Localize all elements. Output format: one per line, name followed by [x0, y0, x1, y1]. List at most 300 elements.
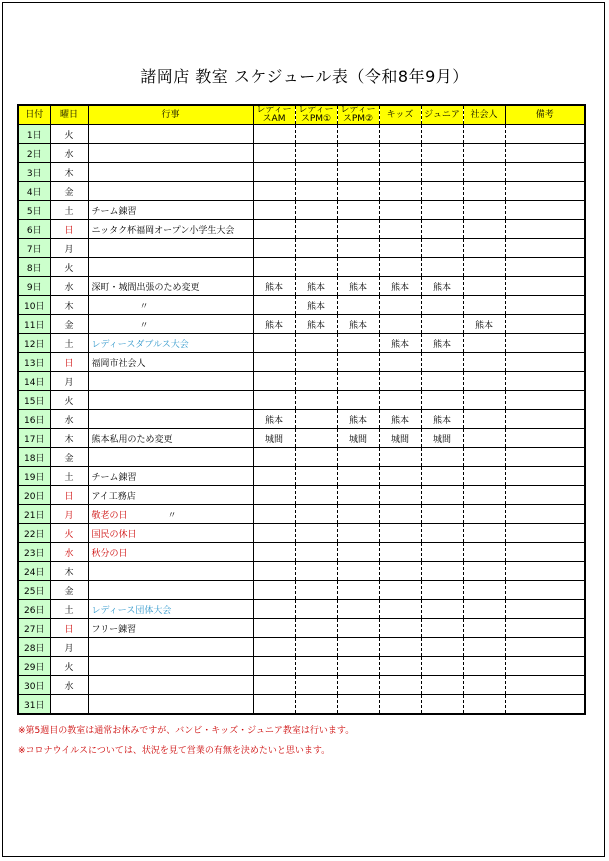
remarks-cell: [505, 258, 585, 277]
remarks-cell: [505, 182, 585, 201]
weekday-cell: 日: [50, 486, 88, 505]
ladies-pm2-cell: [337, 657, 379, 676]
event-cell: [88, 144, 253, 163]
ladies-pm2-cell: 熊本: [337, 277, 379, 296]
weekday-cell: 火: [50, 125, 88, 144]
table-row: [18, 372, 585, 391]
kids-cell: [379, 391, 421, 410]
date-cell: 13日: [18, 353, 50, 372]
ladies-pm1-cell: [295, 239, 337, 258]
kids-cell: [379, 125, 421, 144]
ladies-pm2-cell: [337, 505, 379, 524]
ladies-am-cell: [253, 163, 295, 182]
ladies-pm2-cell: 熊本: [337, 315, 379, 334]
table-row: [18, 543, 585, 562]
ladies-pm2-cell: [337, 600, 379, 619]
kids-cell: [379, 486, 421, 505]
weekday-cell: 火: [50, 524, 88, 543]
ladies-pm2-cell: [337, 201, 379, 220]
junior-cell: [421, 391, 463, 410]
ladies-am-cell: [253, 695, 295, 715]
ladies-pm1-cell: [295, 429, 337, 448]
junior-cell: [421, 239, 463, 258]
header-ladies-pm2: レディー スPM②: [337, 105, 379, 125]
ladies-pm2-cell: 城間: [337, 429, 379, 448]
date-cell: 7日: [18, 239, 50, 258]
kids-cell: [379, 372, 421, 391]
ladies-pm1-cell: [295, 505, 337, 524]
event-cell: [88, 315, 253, 334]
event-cell: [88, 239, 253, 258]
ladies-pm1-cell: [295, 182, 337, 201]
event-text: 国民の休日: [91, 529, 137, 540]
remarks-cell: [505, 353, 585, 372]
event-text: レディース団体大会: [91, 605, 172, 616]
kids-cell: [379, 296, 421, 315]
adult-cell: [463, 619, 505, 638]
junior-cell: [421, 353, 463, 372]
junior-cell: [421, 657, 463, 676]
remarks-cell: [505, 448, 585, 467]
junior-cell: 熊本: [421, 277, 463, 296]
junior-cell: [421, 144, 463, 163]
adult-cell: [463, 296, 505, 315]
adult-cell: [463, 334, 505, 353]
event-cell: [88, 467, 253, 486]
junior-cell: [421, 258, 463, 277]
date-cell: 25日: [18, 581, 50, 600]
kids-cell: 城間: [379, 429, 421, 448]
table-row: [18, 239, 585, 258]
header-ladies-am: レディー スAM: [253, 105, 295, 125]
remarks-cell: [505, 163, 585, 182]
event-text: 秋分の日: [91, 548, 128, 559]
junior-cell: [421, 695, 463, 715]
ladies-pm2-cell: [337, 562, 379, 581]
ladies-pm2-cell: [337, 353, 379, 372]
adult-cell: [463, 676, 505, 695]
ladies-pm1-cell: [295, 600, 337, 619]
remarks-cell: [505, 619, 585, 638]
remarks-cell: [505, 486, 585, 505]
junior-cell: 城間: [421, 429, 463, 448]
ladies-am-cell: [253, 638, 295, 657]
junior-cell: [421, 543, 463, 562]
ladies-am-cell: [253, 125, 295, 144]
adult-cell: [463, 277, 505, 296]
weekday-cell: 月: [50, 505, 88, 524]
event-cell: [88, 429, 253, 448]
event-text: アイ工務店: [91, 491, 136, 502]
weekday-cell: 木: [50, 429, 88, 448]
adult-cell: [463, 258, 505, 277]
junior-cell: [421, 467, 463, 486]
weekday-cell: 火: [50, 258, 88, 277]
ladies-am-cell: [253, 657, 295, 676]
weekday-cell: 土: [50, 201, 88, 220]
event-text: チーム錬習: [91, 206, 137, 217]
kids-cell: [379, 467, 421, 486]
event-cell: [88, 125, 253, 144]
table-row: [18, 676, 585, 695]
kids-cell: [379, 505, 421, 524]
adult-cell: [463, 144, 505, 163]
date-cell: 18日: [18, 448, 50, 467]
ladies-am-cell: [253, 581, 295, 600]
ladies-pm1-cell: [295, 144, 337, 163]
ladies-pm2-cell: [337, 144, 379, 163]
table-row: [18, 486, 585, 505]
event-text: 深町・城間出張のため変更: [91, 282, 200, 293]
kids-cell: [379, 448, 421, 467]
adult-cell: [463, 657, 505, 676]
event-cell: [88, 657, 253, 676]
ladies-pm1-cell: [295, 125, 337, 144]
event-cell: [88, 220, 253, 239]
ladies-am-cell: 熊本: [253, 315, 295, 334]
ladies-pm2-cell: [337, 258, 379, 277]
adult-cell: [463, 125, 505, 144]
table-row: [18, 695, 585, 715]
header-kids: キッズ: [379, 105, 421, 125]
header-date: 日付: [18, 105, 50, 125]
remarks-cell: [505, 524, 585, 543]
junior-cell: [421, 296, 463, 315]
event-cell: [88, 258, 253, 277]
date-cell: 8日: [18, 258, 50, 277]
table-row: [18, 638, 585, 657]
junior-cell: [421, 638, 463, 657]
weekday-cell: 日: [50, 353, 88, 372]
table-header-row: [18, 105, 585, 125]
remarks-cell: [505, 391, 585, 410]
ladies-am-cell: 城間: [253, 429, 295, 448]
ladies-am-cell: [253, 258, 295, 277]
weekday-cell: 金: [50, 581, 88, 600]
table-row: [18, 448, 585, 467]
ladies-am-cell: [253, 676, 295, 695]
adult-cell: [463, 638, 505, 657]
ladies-pm1-cell: [295, 581, 337, 600]
date-cell: 30日: [18, 676, 50, 695]
junior-cell: [421, 182, 463, 201]
event-cell: [88, 676, 253, 695]
event-cell: [88, 638, 253, 657]
date-cell: 3日: [18, 163, 50, 182]
remarks-cell: [505, 125, 585, 144]
kids-cell: [379, 581, 421, 600]
ladies-pm2-cell: [337, 391, 379, 410]
ladies-pm2-cell: [337, 581, 379, 600]
remarks-cell: [505, 657, 585, 676]
ladies-pm1-cell: [295, 220, 337, 239]
event-text: 熊本私用のため変更: [91, 434, 173, 445]
ladies-am-cell: [253, 600, 295, 619]
ladies-pm1-cell: 熊本: [295, 315, 337, 334]
remarks-cell: [505, 676, 585, 695]
date-cell: 29日: [18, 657, 50, 676]
table-row: [18, 182, 585, 201]
event-cell: [88, 277, 253, 296]
weekday-cell: 水: [50, 676, 88, 695]
junior-cell: [421, 600, 463, 619]
ladies-am-cell: [253, 543, 295, 562]
table-row: [18, 296, 585, 315]
ladies-pm1-cell: [295, 543, 337, 562]
date-cell: 21日: [18, 505, 50, 524]
ladies-pm1-cell: [295, 372, 337, 391]
remarks-cell: [505, 562, 585, 581]
ladies-pm1-cell: [295, 619, 337, 638]
junior-cell: 熊本: [421, 410, 463, 429]
ladies-pm2-cell: [337, 638, 379, 657]
ladies-am-cell: [253, 353, 295, 372]
junior-cell: [421, 505, 463, 524]
weekday-cell: 月: [50, 372, 88, 391]
kids-cell: [379, 182, 421, 201]
remarks-cell: [505, 543, 585, 562]
junior-cell: 熊本: [421, 334, 463, 353]
event-cell: [88, 505, 253, 524]
event-cell: [88, 600, 253, 619]
junior-cell: [421, 448, 463, 467]
table-row: [18, 657, 585, 676]
ladies-pm2-cell: [337, 448, 379, 467]
remarks-cell: [505, 277, 585, 296]
kids-cell: [379, 239, 421, 258]
remarks-cell: [505, 372, 585, 391]
weekday-cell: 水: [50, 144, 88, 163]
kids-cell: [379, 524, 421, 543]
table-row: [18, 201, 585, 220]
junior-cell: [421, 372, 463, 391]
kids-cell: [379, 676, 421, 695]
adult-cell: [463, 448, 505, 467]
ladies-pm2-cell: [337, 467, 379, 486]
junior-cell: [421, 125, 463, 144]
weekday-cell: [50, 695, 88, 715]
ladies-am-cell: [253, 372, 295, 391]
event-cell: [88, 182, 253, 201]
ladies-am-cell: [253, 334, 295, 353]
event-cell: [88, 353, 253, 372]
remarks-cell: [505, 505, 585, 524]
ladies-am-cell: [253, 144, 295, 163]
ladies-am-cell: 熊本: [253, 410, 295, 429]
weekday-cell: 火: [50, 657, 88, 676]
weekday-cell: 水: [50, 277, 88, 296]
weekday-cell: 木: [50, 163, 88, 182]
ladies-am-cell: 熊本: [253, 277, 295, 296]
event-cell: [88, 581, 253, 600]
table-row: [18, 562, 585, 581]
event-cell: [88, 163, 253, 182]
event-cell: [88, 334, 253, 353]
header-day: 曜日: [50, 105, 88, 125]
ladies-pm2-cell: [337, 543, 379, 562]
ladies-pm2-cell: [337, 334, 379, 353]
date-cell: 1日: [18, 125, 50, 144]
remarks-cell: [505, 695, 585, 715]
remarks-cell: [505, 638, 585, 657]
junior-cell: [421, 315, 463, 334]
date-cell: 12日: [18, 334, 50, 353]
date-cell: 26日: [18, 600, 50, 619]
ladies-pm1-cell: 熊本: [295, 296, 337, 315]
remarks-cell: [505, 315, 585, 334]
date-cell: 24日: [18, 562, 50, 581]
event-cell: [88, 619, 253, 638]
event-cell: [88, 543, 253, 562]
table-row: [18, 391, 585, 410]
weekday-cell: 木: [50, 296, 88, 315]
event-text: レディースダブルス大会: [91, 339, 189, 350]
kids-cell: [379, 543, 421, 562]
table-row: [18, 220, 585, 239]
kids-cell: [379, 258, 421, 277]
remarks-cell: [505, 144, 585, 163]
event-text: フリー錬習: [91, 624, 137, 635]
remarks-cell: [505, 334, 585, 353]
event-text: 敬老の日: [91, 510, 128, 521]
event-cell: [88, 391, 253, 410]
adult-cell: [463, 201, 505, 220]
adult-cell: [463, 429, 505, 448]
ladies-pm1-cell: 熊本: [295, 277, 337, 296]
remarks-cell: [505, 410, 585, 429]
kids-cell: [379, 695, 421, 715]
adult-cell: [463, 410, 505, 429]
junior-cell: [421, 581, 463, 600]
date-cell: 9日: [18, 277, 50, 296]
header-adult: 社会人: [463, 105, 505, 125]
event-cell: [88, 695, 253, 715]
ladies-pm2-cell: [337, 676, 379, 695]
ladies-am-cell: [253, 182, 295, 201]
table-row: [18, 334, 585, 353]
adult-cell: [463, 543, 505, 562]
kids-cell: 熊本: [379, 334, 421, 353]
table-row: [18, 619, 585, 638]
date-cell: 31日: [18, 695, 50, 715]
date-cell: 28日: [18, 638, 50, 657]
ladies-pm1-cell: [295, 695, 337, 715]
ladies-am-cell: [253, 239, 295, 258]
adult-cell: [463, 562, 505, 581]
header-event: 行事: [88, 105, 253, 125]
event-cell: [88, 296, 253, 315]
table-row: [18, 410, 585, 429]
junior-cell: [421, 486, 463, 505]
table-row: [18, 505, 585, 524]
kids-cell: 熊本: [379, 277, 421, 296]
remarks-cell: [505, 429, 585, 448]
ladies-pm2-cell: 熊本: [337, 410, 379, 429]
ladies-pm1-cell: [295, 353, 337, 372]
kids-cell: [379, 600, 421, 619]
weekday-cell: 土: [50, 600, 88, 619]
date-cell: 17日: [18, 429, 50, 448]
event-cell: [88, 410, 253, 429]
ladies-pm2-cell: [337, 220, 379, 239]
weekday-cell: 木: [50, 562, 88, 581]
junior-cell: [421, 619, 463, 638]
remarks-cell: [505, 296, 585, 315]
kids-cell: 熊本: [379, 410, 421, 429]
weekday-cell: 水: [50, 543, 88, 562]
date-cell: 6日: [18, 220, 50, 239]
event-cell: [88, 486, 253, 505]
event-cell: [88, 201, 253, 220]
table-row: [18, 353, 585, 372]
remarks-cell: [505, 239, 585, 258]
event-text: 〃: [139, 320, 149, 331]
table-row: [18, 125, 585, 144]
kids-cell: [379, 315, 421, 334]
weekday-cell: 日: [50, 220, 88, 239]
adult-cell: [463, 505, 505, 524]
date-cell: 4日: [18, 182, 50, 201]
ladies-pm1-cell: [295, 410, 337, 429]
date-cell: 11日: [18, 315, 50, 334]
kids-cell: [379, 220, 421, 239]
adult-cell: [463, 163, 505, 182]
weekday-cell: 土: [50, 467, 88, 486]
table-row: [18, 163, 585, 182]
ladies-pm1-cell: [295, 163, 337, 182]
kids-cell: [379, 562, 421, 581]
event-text: ニッタク杯福岡オープン小学生大会: [91, 225, 235, 236]
ladies-pm2-cell: [337, 524, 379, 543]
event-cell: [88, 372, 253, 391]
weekday-cell: 水: [50, 410, 88, 429]
table-row: [18, 600, 585, 619]
ladies-pm2-cell: [337, 486, 379, 505]
weekday-cell: 金: [50, 182, 88, 201]
junior-cell: [421, 562, 463, 581]
kids-cell: [379, 353, 421, 372]
footnote: ※第5週目の教室は通常お休みですが、バンビ・キッズ・ジュニア教室は行います。: [18, 726, 355, 736]
weekday-cell: 月: [50, 638, 88, 657]
weekday-cell: 日: [50, 619, 88, 638]
remarks-cell: [505, 581, 585, 600]
date-cell: 23日: [18, 543, 50, 562]
ladies-pm2-cell: [337, 182, 379, 201]
remarks-cell: [505, 220, 585, 239]
ladies-pm2-cell: [337, 695, 379, 715]
junior-cell: [421, 163, 463, 182]
footnote: ※コロナウイルスについては、状況を見て営業の有無を決めたいと思います。: [18, 746, 331, 756]
event-cell: [88, 524, 253, 543]
adult-cell: [463, 372, 505, 391]
ladies-pm1-cell: [295, 334, 337, 353]
ladies-pm2-cell: [337, 239, 379, 258]
adult-cell: [463, 467, 505, 486]
ladies-am-cell: [253, 448, 295, 467]
adult-cell: [463, 220, 505, 239]
date-cell: 14日: [18, 372, 50, 391]
ladies-pm1-cell: [295, 657, 337, 676]
table-row: [18, 429, 585, 448]
weekday-cell: 金: [50, 315, 88, 334]
table-row: [18, 144, 585, 163]
ladies-am-cell: [253, 619, 295, 638]
kids-cell: [379, 144, 421, 163]
ladies-pm1-cell: [295, 391, 337, 410]
table-row: [18, 581, 585, 600]
page-title: 諸岡店 教室 スケジュール表（令和8年9月）: [140, 67, 469, 86]
ladies-am-cell: [253, 524, 295, 543]
